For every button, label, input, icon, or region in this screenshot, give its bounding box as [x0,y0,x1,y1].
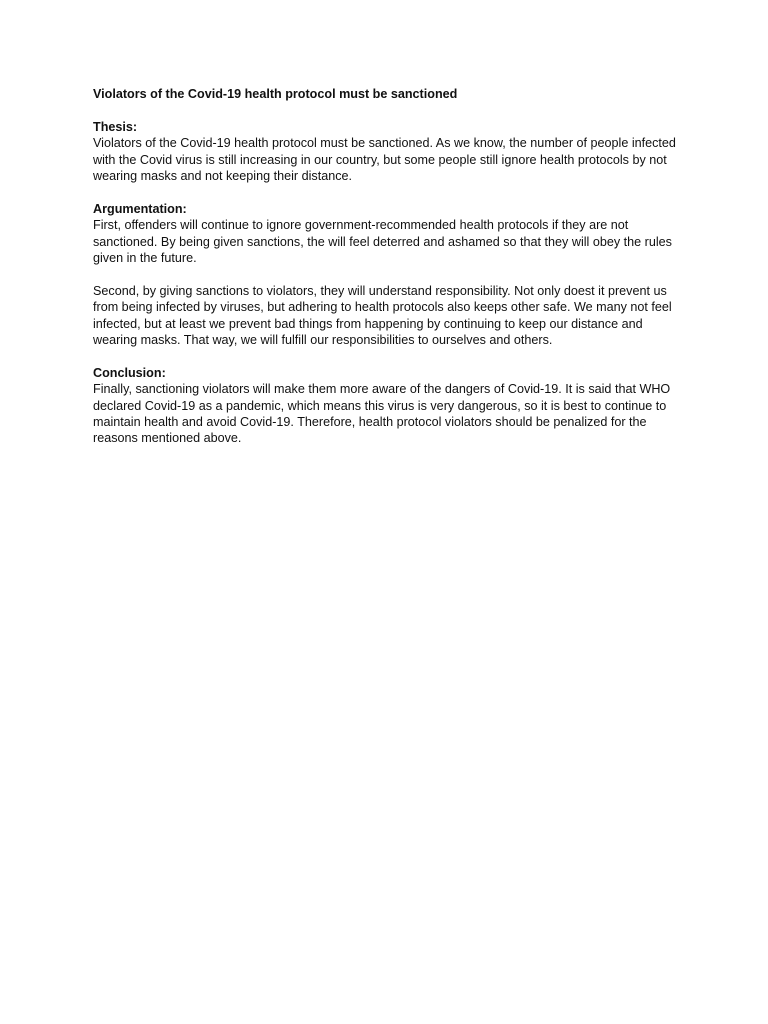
thesis-paragraph: Violators of the Covid-19 health protocol must be sanctioned. As we know, the number of people infected with the Covid virus is still increasing in our country, but some people still ignore health protocols by not wearing masks and not keeping their distance. [93,136,676,184]
thesis-heading: Thesis: [93,119,138,134]
document-page [93,86,683,463]
document-title: Violators of the Covid-19 health protocol must be sanctioned [93,87,458,101]
conclusion-paragraph: Finally, sanctioning violators will make them more aware of the dangers of Covid-19. It is said that WHO declared Covid-19 as a pandemic, which means this virus is very dangerous, so it is best to continue to maintain health and avoid Covid-19. Therefore, health protocol violators should be penalized for the reasons mentioned above. [93,382,671,446]
argumentation-paragraph-2: Second, by giving sanctions to violators, they will understand responsibility. Not only doest it prevent us from being infected by viruses, but adhering to health protocols also keeps other safe. We many not feel infected, but at least we prevent bad things from happening by continuing to keep our distance and wearing masks. That way, we will fulfill our responsibilities to ourselves and others. [93,283,672,348]
conclusion-heading: Conclusion: [93,365,166,380]
argumentation-paragraph-1: First, offenders will continue to ignore government-recommended health protocols if they are not sanctioned. By being given sanctions, the will feel deterred and ashamed so that they will obey the rules given in the future. [93,218,672,266]
argumentation-heading: Argumentation: [93,201,187,216]
